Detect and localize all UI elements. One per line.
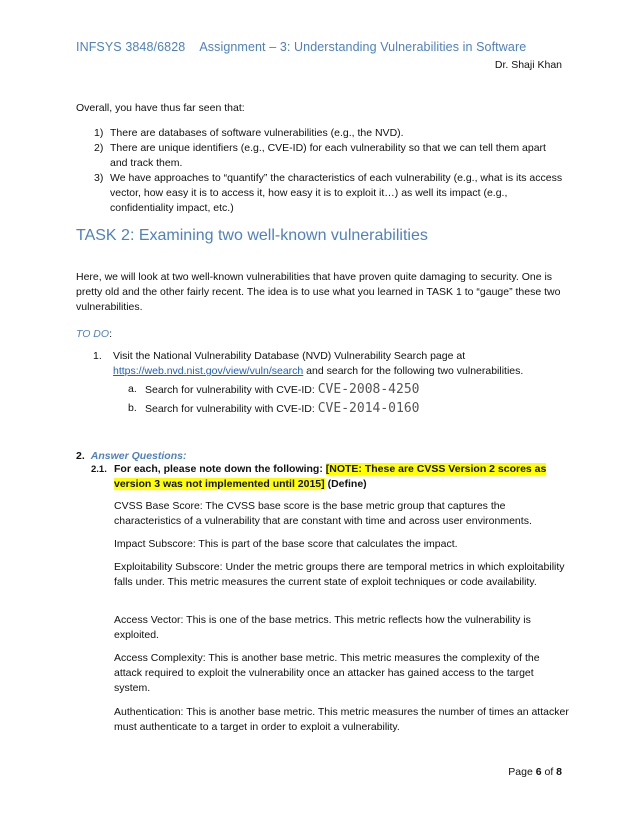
definition-exploitability-subscore: Exploitability Subscore: Under the metric groups there are temporal metrics in which exploitability falls under. This metric measures the current state of exploit techniques or code availability. bbox=[114, 561, 565, 588]
intro-list bbox=[76, 126, 566, 216]
step-1-text: Visit the National Vulnerability Database (NVD) Vulnerability Search page at bbox=[113, 350, 466, 362]
definition-impact-subscore: Impact Subscore: This is part of the base score that calculates the impact. bbox=[114, 538, 458, 550]
step-2: 2. Answer Questions: bbox=[76, 450, 187, 462]
definition-authentication: Authentication: This is another base metric. This metric measures the number of times an attacker must authenticate to a target in order to exploit a vulnerability. bbox=[114, 706, 569, 733]
assignment-title: Assignment – 3: Understanding Vulnerabilities in Software bbox=[199, 40, 527, 54]
task-paragraph: Here, we will look at two well-known vulnerabilities that have proven quite damaging to security. One is pretty old and the other fairly recent. The idea is to use what you learned in TASK 1 to “gauge” these two vulnerabilities. bbox=[76, 271, 561, 313]
list-item: 2) There are unique identifiers (e.g., CVE-ID) for each vulnerability so that we can tell them apart and track them. bbox=[94, 142, 546, 169]
list-item: 3) We have approaches to “quantify” the characteristics of each vulnerability (e.g., what is its access vector, how easy it is to access it, how easy it is to exploit it…) as well its impact (e.g., confidentiality impact, etc.) bbox=[94, 172, 563, 214]
highlight-note: [NOTE: These are CVSS Version 2 scores as version 3 was not implemented until 2015] bbox=[114, 463, 547, 490]
definition-cvss-base-score: CVSS Base Score: The CVSS base score is the base metric group that captures the characteristics of a vulnerability that are constant with time and across user environments. bbox=[114, 500, 532, 527]
page-header bbox=[76, 40, 526, 54]
todo-label: TO DO: bbox=[76, 328, 112, 340]
author-name: Dr. Shaji Khan bbox=[494, 59, 562, 71]
cve-id: CVE-2008-4250 bbox=[317, 382, 420, 397]
nvd-search-link[interactable]: https://web.nvd.nist.gov/view/vuln/search bbox=[113, 365, 304, 377]
page-number: Page 6 of 8 bbox=[508, 766, 562, 778]
definition-access-complexity: Access Complexity: This is another base metric. This metric measures the complexity of the attack required to exploit the vulnerability once an attacker has gained access to the target system. bbox=[114, 652, 540, 694]
sub-item-a: a. Search for vulnerability with CVE-ID: CVE-2008-4250 bbox=[128, 382, 420, 397]
sub-item-b: b. Search for vulnerability with CVE-ID: CVE-2014-0160 bbox=[128, 401, 420, 416]
task-heading: TASK 2: Examining two well-known vulnerabilities bbox=[76, 227, 428, 244]
intro-lead: Overall, you have thus far seen that: bbox=[76, 102, 245, 114]
course-code: INFSYS 3848/6828 bbox=[76, 40, 186, 54]
answer-questions-label: Answer Questions: bbox=[90, 450, 187, 462]
cve-id: CVE-2014-0160 bbox=[317, 401, 420, 416]
list-item: 1) There are databases of software vulnerabilities (e.g., the NVD). bbox=[94, 127, 404, 139]
definition-access-vector: Access Vector: This is one of the base metrics. This metric reflects how the vulnerability is exploited. bbox=[114, 614, 531, 641]
